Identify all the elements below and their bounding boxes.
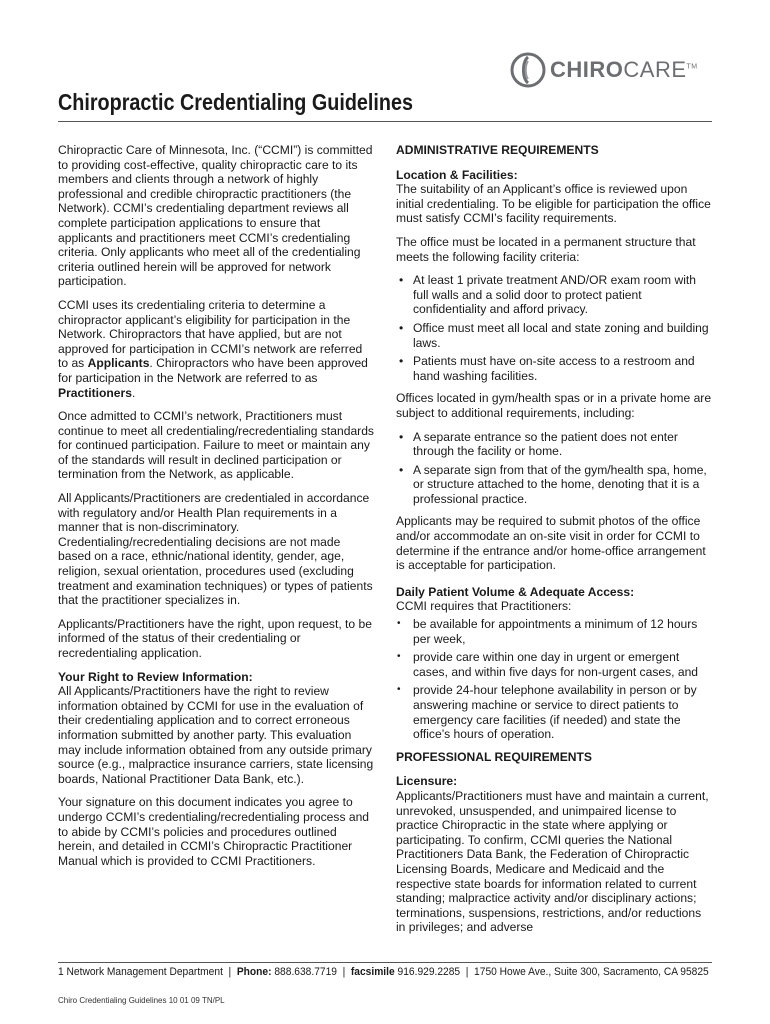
list-item: • A separate entrance so the patient does not enter through the facility or home. xyxy=(396,430,712,459)
facility-criteria-list xyxy=(396,273,712,383)
patient-volume-heading: Daily Patient Volume & Adequate Access: xyxy=(396,584,635,599)
practitioners-term: Practitioners xyxy=(58,385,132,400)
criteria-paragraph: CCMI uses its credentialing criteria to determine a chiropractor applicant’s eligibility for participation in the Network. Chiropractors that have applied, but are not approved for participation in CCMI’s network are referred to as Applicants. Chiropractors who have been approved for participation in the Network are referred to as Practitioners. xyxy=(58,297,368,400)
left-column xyxy=(58,143,374,877)
gym-requirements-list xyxy=(396,430,712,507)
phone-label: Phone: xyxy=(236,966,272,978)
list-item: • provide care within one day in urgent or emergent cases, and within five days for non-urgent cases, and xyxy=(396,650,712,679)
list-item: • be available for appointments a minimum of 12 hours per week, xyxy=(396,617,712,646)
permanent-structure-paragraph: The office must be located in a permanent structure that meets the following facility criteria: xyxy=(396,234,696,264)
list-item: • Patients must have on-site access to a restroom and hand washing facilities. xyxy=(396,354,712,383)
administrative-requirements-heading: ADMINISTRATIVE REQUIREMENTS xyxy=(396,143,599,157)
fax-label: facsimile xyxy=(350,966,395,978)
review-rights-paragraph: All Applicants/Practitioners have the right to review information obtained by CCMI for use in the evaluation of their credentialing application and to correct erroneous information submitted by another party. This evaluation may include information obtained from any outside primary source (e.g., malpractice insurance carriers, state licensing boards, National Practitioner Data Bank, etc.). xyxy=(58,684,374,786)
applicants-term: Applicants xyxy=(87,356,150,371)
list-item: • At least 1 private treatment AND/OR exam room with full walls and a solid door to protect patient confidentiality and afford privacy. xyxy=(396,273,712,317)
footer-contact-line: 1 Network Management Department | Phone: 888.638.7719 | facsimile 916.929.2285 | 1750 Howe Ave., Suite 300, Sacramento, CA 95825 xyxy=(58,966,709,978)
status-right-paragraph: Applicants/Practitioners have the right, upon request, to be informed of the status of their credentialing or recredentialing application. xyxy=(58,616,372,660)
chirocare-logo xyxy=(510,50,710,90)
licensure-heading: Licensure: xyxy=(396,774,458,789)
continued-participation-paragraph: Once admitted to CCMI’s network, Practitioners must continue to meet all credentialing/recredentialing standards for continued participation. Failure to meet or maintain any of the standards will result in declined participation or termination from the Network, as applicable. xyxy=(58,409,374,482)
patient-volume-intro: CCMI requires that Practitioners: xyxy=(396,599,572,614)
phone-number: 888.638.7719 xyxy=(274,966,337,978)
fax-number: 916.929.2285 xyxy=(397,966,461,978)
intro-paragraph: Chiropractic Care of Minnesota, Inc. (“CCMI”) is committed to providing cost-effective, quality chiropractic care to its members and clients through a network of highly professional and credible chiropractic practitioners (the Network). CCMI’s credentialing department reviews all complete participation applications to ensure that applicants and practitioners meet CCMI’s credentialing criteria. Only applicants who meet all of the credentialing criteria outlined herein will be approved for network participation. xyxy=(58,143,373,289)
review-rights-heading: Your Right to Review Information: xyxy=(58,669,253,684)
list-item: • Office must meet all local and state zoning and building laws. xyxy=(396,321,712,350)
page-number: 1 xyxy=(58,966,64,978)
location-paragraph: The suitability of an Applicant’s office is reviewed upon initial credentialing. To be eligible for participation the office must satisfy CCMI’s facility requirements. xyxy=(396,182,711,226)
location-heading: Location & Facilities: xyxy=(396,167,518,182)
photos-paragraph: Applicants may be required to submit photos of the office and/or accommodate an on-site visit in order for CCMI to determine if the entrance and/or home-office arrangement is acceptable for participation. xyxy=(396,514,706,573)
page-title: Chiropractic Credentialing Guidelines xyxy=(58,89,414,115)
document-id: Chiro Credentialing Guidelines 10 01 09 TN/PL xyxy=(58,996,225,1005)
right-column xyxy=(396,143,712,944)
logo-wordmark: CHIROCARE™ xyxy=(550,57,698,82)
chirocare-logo-icon xyxy=(510,52,546,88)
list-item: • A separate sign from that of the gym/health spa, home, or structure attached to the home, denoting that it is a professional practice. xyxy=(396,463,712,507)
access-requirements-list xyxy=(396,617,712,742)
list-item: • provide 24-hour telephone availability in person or by answering machine or service to direct patients to emergency care facilities (if needed) and state the office’s hours of operation. xyxy=(396,683,712,741)
address: 1750 Howe Ave., Suite 300, Sacramento, CA 95825 xyxy=(474,966,709,978)
gym-home-paragraph: Offices located in gym/health spas or in a private home are subject to additional requirements, including: xyxy=(396,391,712,420)
signature-paragraph: Your signature on this document indicates you agree to undergo CCMI’s credentialing/recredentialing process and to abide by CCMI’s policies and procedures outlined herein, and detailed in CCMI’s Chiropractic Practitioner Manual which is provided to CCMI Practitioners. xyxy=(58,795,370,868)
professional-requirements-heading: PROFESSIONAL REQUIREMENTS xyxy=(396,749,592,764)
title-divider xyxy=(58,121,712,122)
non-discrimination-paragraph: All Applicants/Practitioners are credentialed in accordance with regulatory and/or Health Plan requirements in a manner that is non-discriminatory. Credentialing/recredentialing decisions are not made based on a race, ethnic/national identity, gender, age, religion, sexual orientation, procedures used (excluding treatment and examination techniques) or types of patients that the practitioner specializes in. xyxy=(58,491,373,608)
department: Network Management Department xyxy=(66,966,223,978)
licensure-paragraph: Applicants/Practitioners must have and maintain a current, unrevoked, unsuspended, and unimpaired license to practice Chiropractic in the state where applying or participating. To confirm, CCMI queries the National Practitioners Data Bank, the Federation of Chiropractic Licensing Boards, Medicare and Medicaid and the respective state boards for information related to current standing; malpractice activity and/or disciplinary actions; terminations, suspensions, restrictions, and/or reductions in privileges; and adverse xyxy=(396,788,709,935)
footer-divider xyxy=(58,962,712,963)
